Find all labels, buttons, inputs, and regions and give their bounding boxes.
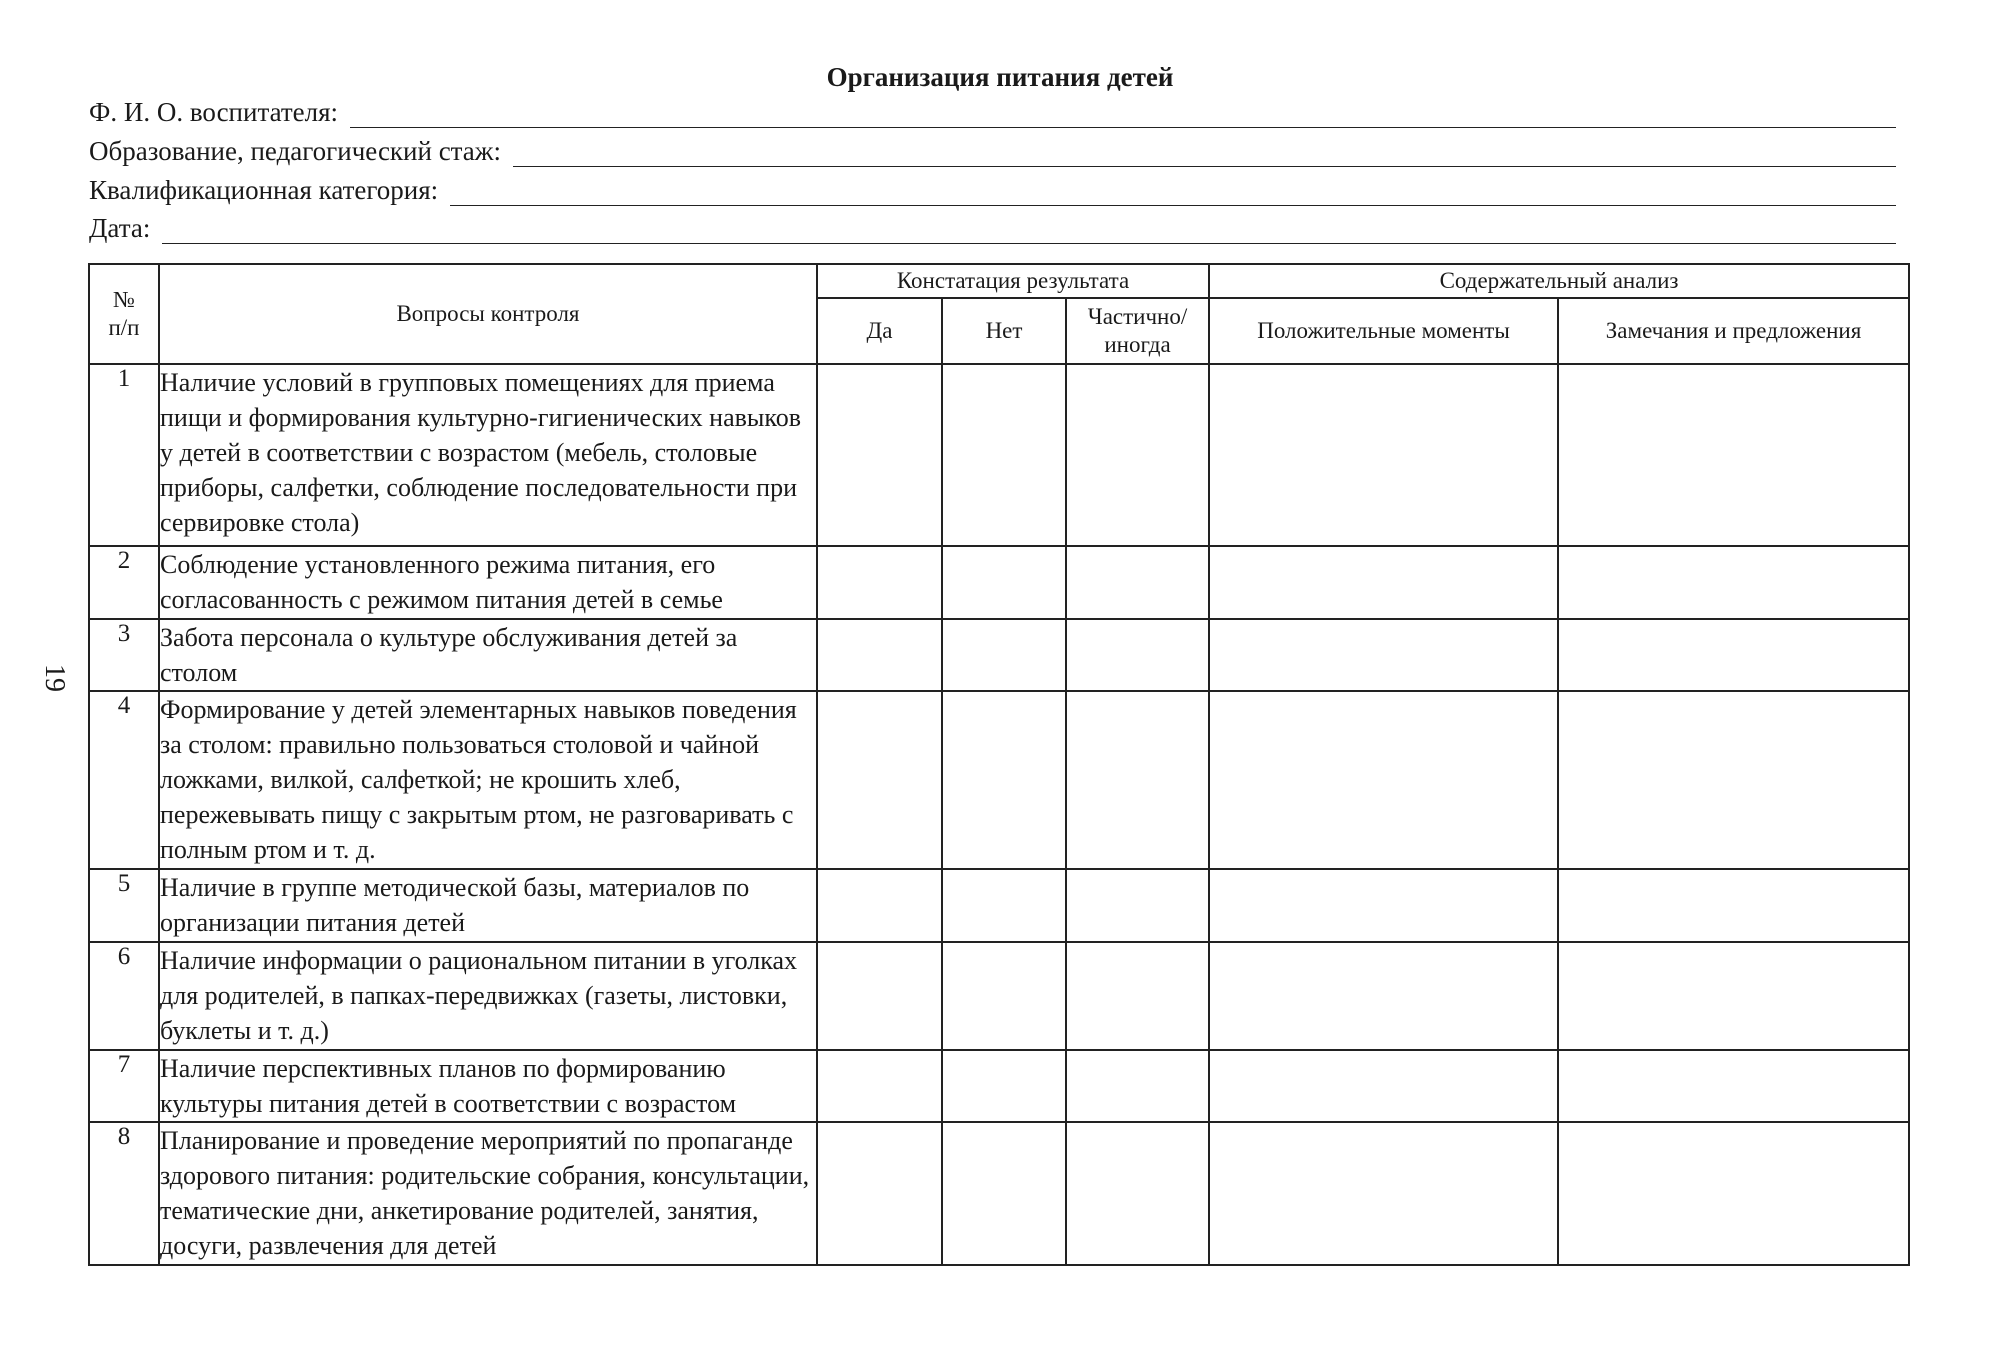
category-input-line[interactable] (450, 183, 1896, 206)
question-text: Соблюдение установленного режима питания, его согласованность с режимом питания детей в семье (159, 546, 817, 619)
header-row-1 (89, 264, 1909, 298)
remarks-cell[interactable] (1558, 869, 1909, 942)
education-label: Образование, педагогический стаж: (89, 136, 501, 166)
row-number: 1 (89, 364, 159, 546)
positive-cell[interactable] (1209, 619, 1558, 691)
positive-cell[interactable] (1209, 364, 1558, 546)
yes-cell[interactable] (817, 1050, 942, 1122)
partial-cell[interactable] (1066, 1050, 1209, 1122)
partial-cell[interactable] (1066, 869, 1209, 942)
table-row (89, 942, 1909, 1050)
remarks-cell[interactable] (1558, 1050, 1909, 1122)
question-text: Планирование и проведение мероприятий по пропаганде здорового питания: родительские собрания, консультации, тематические дни, анкетирование родителей, занятия, досуги, развлечения для детей (159, 1122, 817, 1265)
remarks-cell[interactable] (1558, 364, 1909, 546)
teacher-field (89, 96, 1896, 128)
table-row (89, 1122, 1909, 1265)
yes-cell[interactable] (817, 869, 942, 942)
partial-cell[interactable] (1066, 546, 1209, 619)
yes-cell[interactable] (817, 546, 942, 619)
yes-cell[interactable] (817, 619, 942, 691)
table-row (89, 619, 1909, 691)
no-cell[interactable] (942, 546, 1066, 619)
no-header: Нет (942, 298, 1066, 364)
table-row (89, 869, 1909, 942)
date-input-line[interactable] (162, 221, 1896, 244)
category-field (89, 174, 1896, 206)
row-number: 7 (89, 1050, 159, 1122)
positive-cell[interactable] (1209, 869, 1558, 942)
positive-header: Положительные моменты (1209, 298, 1558, 364)
no-cell[interactable] (942, 619, 1066, 691)
partial-cell[interactable] (1066, 1122, 1209, 1265)
yes-cell[interactable] (817, 1122, 942, 1265)
education-input-line[interactable] (513, 144, 1896, 167)
questions-header: Вопросы контроля (159, 264, 817, 364)
positive-cell[interactable] (1209, 546, 1558, 619)
question-text: Наличие информации о рациональном питании в уголках для родителей, в папках-передвижках (газеты, листовки, буклеты и т. д.) (159, 942, 817, 1050)
row-number: 2 (89, 546, 159, 619)
row-number: 8 (89, 1122, 159, 1265)
analysis-group-header: Содержательный анализ (1209, 264, 1909, 298)
no-cell[interactable] (942, 691, 1066, 869)
question-text: Забота персонала о культуре обслуживания детей за столом (159, 619, 817, 691)
row-number: 3 (89, 619, 159, 691)
page-number: 19 (39, 664, 70, 692)
remarks-cell[interactable] (1558, 691, 1909, 869)
partial-cell[interactable] (1066, 942, 1209, 1050)
positive-cell[interactable] (1209, 1050, 1558, 1122)
result-group-header: Констатация результата (817, 264, 1209, 298)
table-row (89, 364, 1909, 546)
question-text: Наличие перспективных планов по формированию культуры питания детей в соответствии с возрастом (159, 1050, 817, 1122)
table-row (89, 1050, 1909, 1122)
date-field (89, 212, 1896, 244)
remarks-cell[interactable] (1558, 619, 1909, 691)
positive-cell[interactable] (1209, 942, 1558, 1050)
table-row (89, 691, 1909, 869)
no-cell[interactable] (942, 942, 1066, 1050)
row-number: 4 (89, 691, 159, 869)
remarks-cell[interactable] (1558, 1122, 1909, 1265)
teacher-label: Ф. И. О. воспитателя: (89, 97, 339, 127)
row-number: 6 (89, 942, 159, 1050)
table-row (89, 546, 1909, 619)
question-text: Наличие в группе методической базы, материалов по организации питания детей (159, 869, 817, 942)
partial-cell[interactable] (1066, 691, 1209, 869)
control-table (88, 263, 1910, 1266)
yes-cell[interactable] (817, 364, 942, 546)
no-cell[interactable] (942, 869, 1066, 942)
teacher-input-line[interactable] (350, 105, 1896, 128)
category-label: Квалификационная категория: (89, 175, 439, 205)
partial-cell[interactable] (1066, 364, 1209, 546)
positive-cell[interactable] (1209, 1122, 1558, 1265)
no-cell[interactable] (942, 364, 1066, 546)
num-header: № п/п (89, 264, 159, 364)
yes-cell[interactable] (817, 942, 942, 1050)
education-field (89, 135, 1896, 167)
remarks-header: Замечания и предложения (1558, 298, 1909, 364)
partial-cell[interactable] (1066, 619, 1209, 691)
row-number: 5 (89, 869, 159, 942)
no-cell[interactable] (942, 1050, 1066, 1122)
question-text: Наличие условий в групповых помещениях для приема пищи и формирования культурно-гигиенических навыков у детей в соответствии с возрастом (мебель, столовые приборы, салфетки, соблюдение последовательности при сервировке стола) (159, 364, 817, 546)
date-label: Дата: (89, 213, 151, 243)
yes-header: Да (817, 298, 942, 364)
positive-cell[interactable] (1209, 691, 1558, 869)
page-title: Организация питания детей (826, 62, 1174, 92)
question-text: Формирование у детей элементарных навыков поведения за столом: правильно пользоваться столовой и чайной ложками, вилкой, салфеткой; не крошить хлеб, пережевывать пищу с закрытым ртом, не разговаривать с полным ртом и т. д. (159, 691, 817, 869)
remarks-cell[interactable] (1558, 546, 1909, 619)
yes-cell[interactable] (817, 691, 942, 869)
no-cell[interactable] (942, 1122, 1066, 1265)
partial-header: Частично/ иногда (1066, 298, 1209, 364)
remarks-cell[interactable] (1558, 942, 1909, 1050)
